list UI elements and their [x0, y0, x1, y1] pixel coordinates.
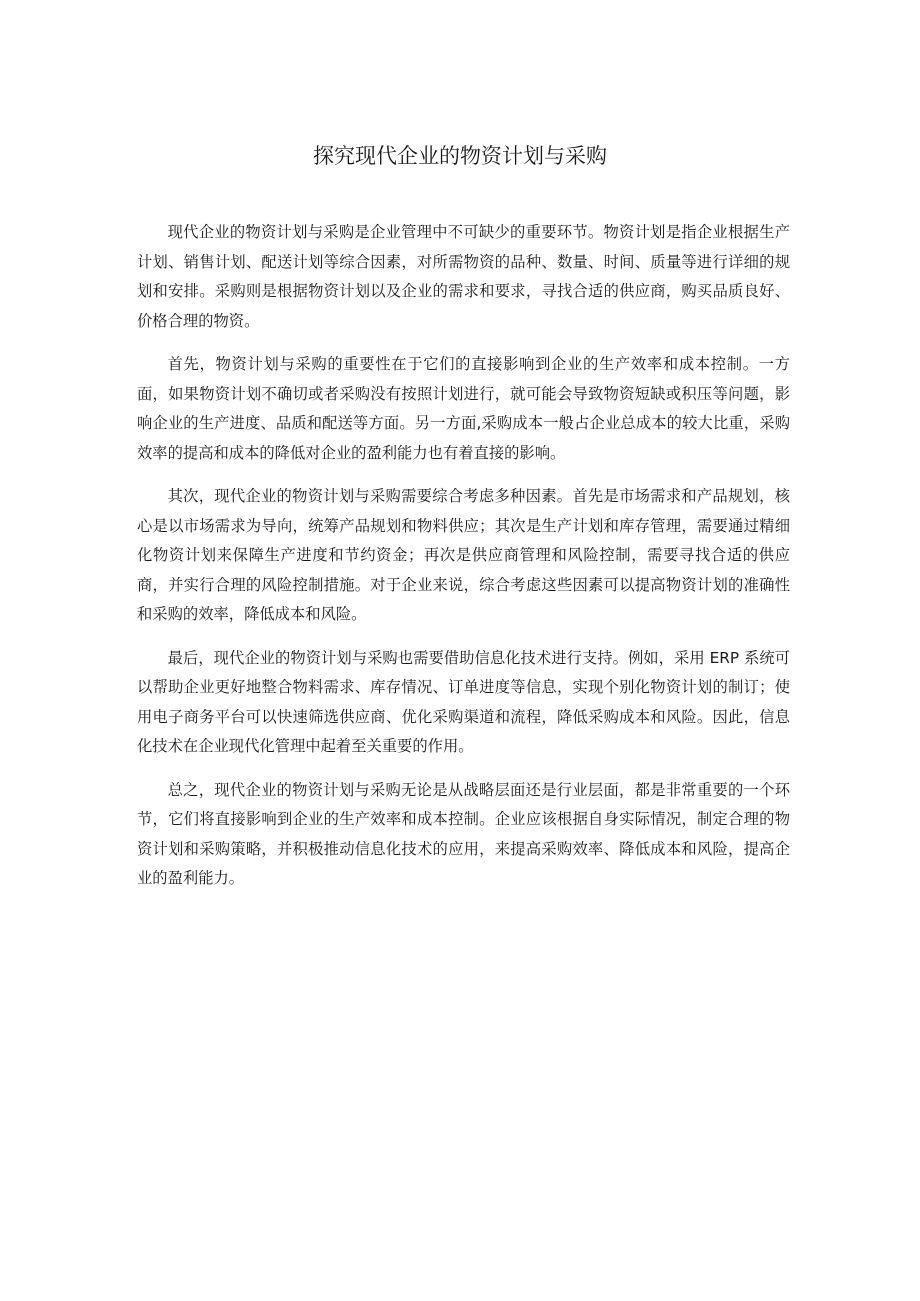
paragraph-first: 首先，物资计划与采购的重要性在于它们的直接影响到企业的生产效率和成本控制。一方面，如果物资计划不确切或者采购没有按照计划进行，就可能会导致物资短缺或积压等问题，影响企业的生产进度、品质和配送等方面。另一方面,采购成本一般占企业总成本的较大比重，采购效率的提高和成本的降低对企业的盈利能力也有着直接的影响。 [137, 355, 790, 462]
document-body [137, 218, 790, 908]
paragraph-conclusion: 总之，现代企业的物资计划与采购无论是从战略层面还是行业层面，都是非常重要的一个环节，它们将直接影响到企业的生产效率和成本控制。企业应该根据自身实际情况，制定合理的物资计划和采购策略，并积极推动信息化技术的应用，来提高采购效率、降低成本和风险，提高企业的盈利能力。 [137, 780, 790, 887]
paragraph-last: 最后，现代企业的物资计划与采购也需要借助信息化技术进行支持。例如，采用 ERP 系统可以帮助企业更好地整合物料需求、库存情况、订单进度等信息，实现个别化物资计划的制订；使用电子商务平台可以快速筛选供应商、优化采购渠道和流程，降低采购成本和风险。因此，信息化技术在企业现代化管理中起着至关重要的作用。 [137, 648, 790, 755]
paragraph-second: 其次，现代企业的物资计划与采购需要综合考虑多种因素。首先是市场需求和产品规划，核心是以市场需求为导向，统筹产品规划和物料供应；其次是生产计划和库存管理，需要通过精细化物资计划来保障生产进度和节约资金；再次是供应商管理和风险控制，需要寻找合适的供应商，并实行合理的风险控制措施。对于企业来说，综合考虑这些因素可以提高物资计划的准确性和采购的效率，降低成本和风险。 [137, 487, 790, 623]
document-title: 探究现代企业的物资计划与采购 [313, 144, 607, 168]
paragraph-intro: 现代企业的物资计划与采购是企业管理中不可缺少的重要环节。物资计划是指企业根据生产计划、销售计划、配送计划等综合因素，对所需物资的品种、数量、时间、质量等进行详细的规划和安排。采购则是根据物资计划以及企业的需求和要求，寻找合适的供应商，购买品质良好、价格合理的物资。 [137, 223, 790, 330]
